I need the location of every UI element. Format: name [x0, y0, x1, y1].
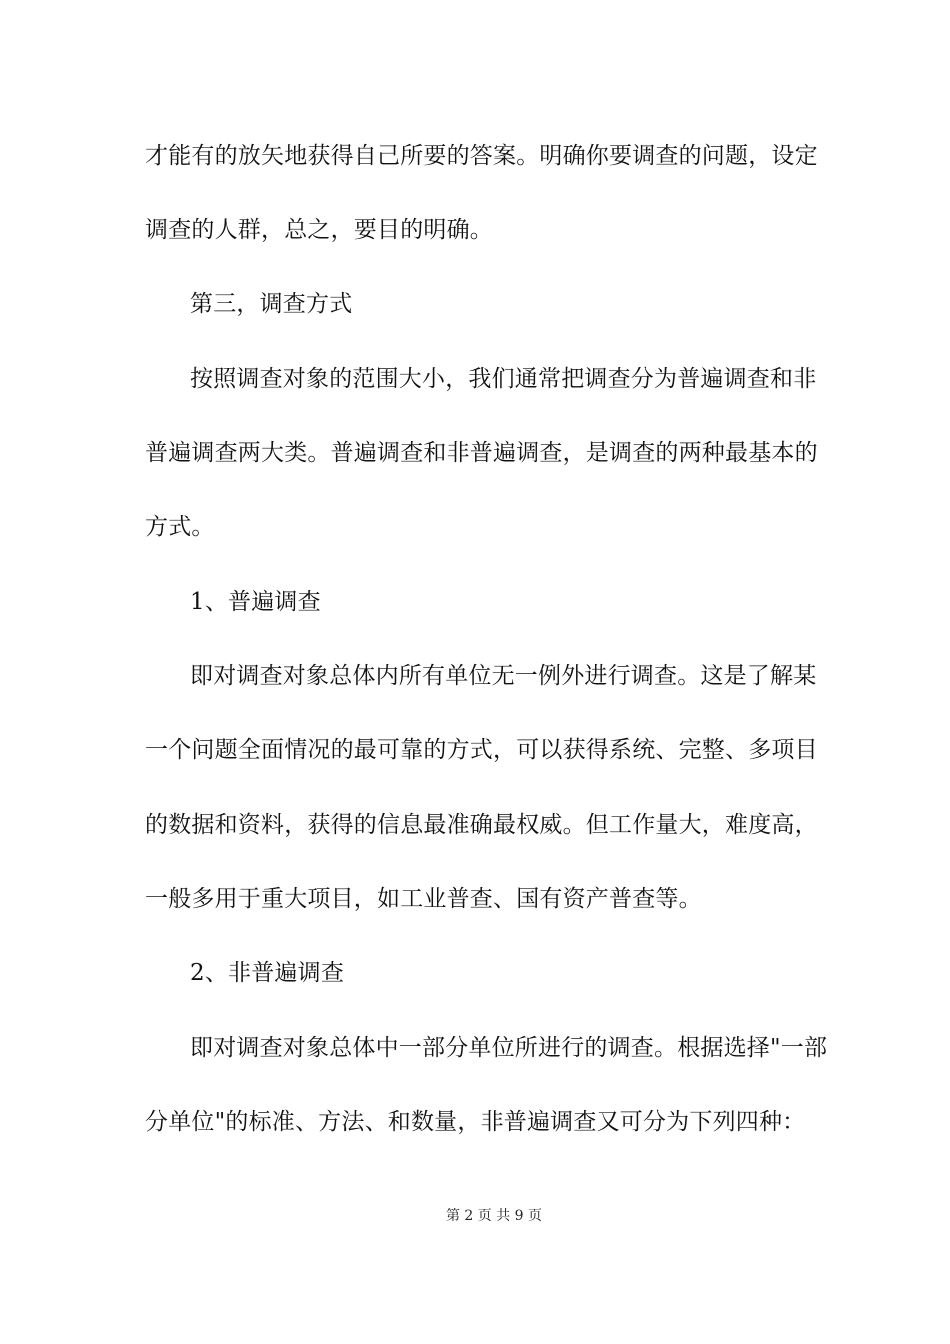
- page-number-footer: 第 2 页 共 9 页: [445, 1208, 543, 1224]
- text-line: 一个问题全面情况的最可靠的方式，可以获得系统、完整、多项目: [145, 737, 818, 763]
- section-heading: 第三，调查方式: [190, 291, 353, 317]
- text-line: 调查的人群，总之，要目的明确。: [145, 217, 493, 243]
- text-line: 的数据和资料，获得的信息最准确最权威。但工作量大，难度高，: [145, 812, 818, 838]
- subsection-heading: 1、普遍调查: [190, 589, 321, 615]
- text-line: 普遍调查两大类。普遍调查和非普遍调查，是调查的两种最基本的: [145, 440, 818, 466]
- text-line: 按照调查对象的范围大小，我们通常把调查分为普遍调查和非: [190, 366, 817, 392]
- subsection-heading: 2、非普遍调查: [190, 960, 345, 986]
- text-line: 即对调查对象总体中一部分单位所进行的调查。根据选择"一部: [190, 1035, 828, 1061]
- text-line: 方式。: [145, 514, 215, 540]
- text-line: 分单位"的标准、方法、和数量，非普遍调查又可分为下列四种：: [145, 1109, 806, 1135]
- text-line: 即对调查对象总体内所有单位无一例外进行调查。这是了解某: [190, 663, 817, 689]
- text-line: 才能有的放矢地获得自己所要的答案。明确你要调查的问题，设定: [145, 143, 818, 169]
- text-line: 一般多用于重大项目，如工业普查、国有资产普查等。: [145, 886, 702, 912]
